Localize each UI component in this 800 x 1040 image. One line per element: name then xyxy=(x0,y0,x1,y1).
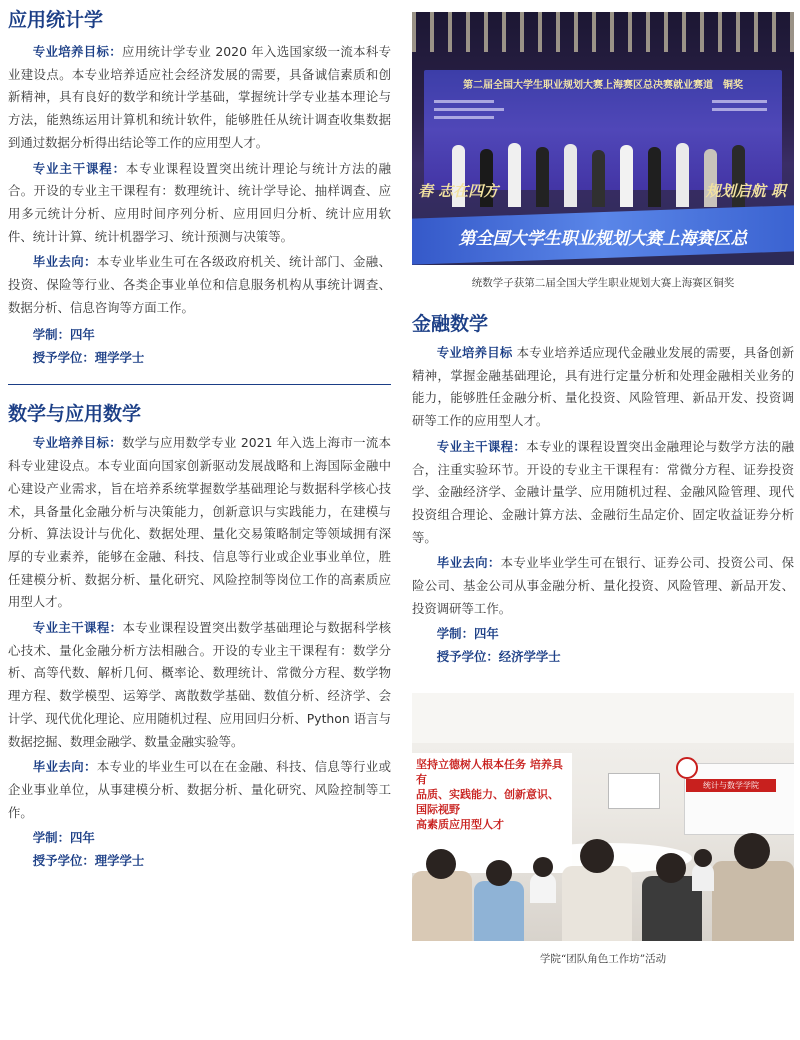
person xyxy=(648,147,661,207)
stage-lights xyxy=(412,12,794,52)
student xyxy=(474,881,524,941)
slogan-right: 规划启航 职 xyxy=(705,182,786,200)
student xyxy=(530,873,556,903)
stripe-text: 第全国大学生职业规划大赛上海赛区总 xyxy=(458,229,748,249)
student xyxy=(712,861,794,941)
ceiling xyxy=(412,693,794,743)
finance-career xyxy=(412,552,794,620)
slogan-left: 春 志在四方 xyxy=(418,182,499,200)
student xyxy=(412,871,472,941)
finance-career-text: 本专业毕业学生可在银行、证券公司、投资公司、保险公司、基金公司从事金融分析、量化投资、风险管理、新品开发、投资调研等工作。 xyxy=(412,555,795,616)
student xyxy=(562,866,632,941)
finance-courses xyxy=(412,436,794,550)
stats-goal xyxy=(8,41,391,155)
finance-goal-text: 本专业培养适应现代金融业发展的需要，具备创新精神，掌握金融基础理论，具有进行定量分析和处理金融相关业务的能力，能够胜任金融分析、量化投资、风险管理、新品开发、投资调研等工作的应用型人才。 xyxy=(412,345,794,429)
math-goal-text: 数学与应用数学专业 2021 年入选上海市一流本科专业建设点。本专业面向国家创新驱动发展战略和上海国际金融中心建设产业需求，旨在培养系统掌握数学基础理论与数据科学核心技术，具备量化金融分析与决策能力，创新意识与实践能力，在建模与分析、算法设计与优化、数据处理、量化交易策略制定等领域拥有深厚的专业素养，能够在金融、科技、信息等行业或企业事业单位，胜任建模分析、数据分析、量化研究、风险控制等岗位工作的高素质应用型人才。 xyxy=(8,435,391,610)
finance-degree: 授予学位：经济学学士 xyxy=(436,649,561,665)
math-goal xyxy=(8,432,391,614)
stats-goal-text: 应用统计学专业 2020 年入选国家级一流本科专业建设点。本专业培养适应社会经济发展的需要，具备诚信素质和创新精神，具有良好的数学和统计学基础，掌握统计学专业基本理论与方法，能熟练运用计算机和统计软件，能够胜任从统计调查收集数据到通过数据分析得出结论等工作的应用型人才。 xyxy=(8,44,391,150)
person xyxy=(676,143,689,207)
math-courses xyxy=(8,617,391,753)
banner-line xyxy=(434,100,494,103)
finance-courses-text: 本专业的课程设置突出金融理论与数学方法的融合，注重实验环节。开设的专业主干课程有：常微分方程、证券投资学、金融经济学、金融计量学、应用随机过程、金融风险管理、现代投资组合理论、金融计算方法、金融衍生品定价、固定收益证券分析等。 xyxy=(412,438,795,545)
finance-courses-label: 专业主干课程： xyxy=(436,438,527,454)
student xyxy=(692,863,714,891)
wall-slogan-line: 品质、实践能力、创新意识、国际视野 xyxy=(416,788,559,817)
stats-duration: 学制：四年 xyxy=(32,327,95,343)
person xyxy=(592,150,605,207)
finance-goal-label: 专业培养目标 xyxy=(436,345,513,360)
award-photo xyxy=(412,12,794,265)
students xyxy=(412,811,794,941)
finance-title: 金融数学 xyxy=(412,313,489,335)
board-label: 统计与数学学院 xyxy=(686,779,776,792)
right-column xyxy=(412,0,794,966)
person xyxy=(564,144,577,207)
workshop-photo xyxy=(412,693,794,941)
banner-line xyxy=(712,100,767,103)
finance-career-label: 毕业去向： xyxy=(436,555,501,571)
stats-courses-label: 专业主干课程： xyxy=(32,160,126,176)
banner-line xyxy=(712,108,767,111)
left-column xyxy=(8,0,391,872)
banner-line xyxy=(434,116,494,119)
person xyxy=(620,145,633,207)
stats-career xyxy=(8,251,391,319)
section-divider xyxy=(8,384,391,385)
finance-duration: 学制：四年 xyxy=(436,626,499,642)
math-career xyxy=(8,756,391,824)
stats-title: 应用统计学 xyxy=(8,9,104,31)
stats-courses xyxy=(8,158,391,249)
award-banner-title: 第二届全国大学生职业规划大赛上海赛区总决赛就业赛道 铜奖 xyxy=(463,80,743,90)
workshop-caption: 学院“团队角色工作坊”活动 xyxy=(539,953,667,966)
math-duration: 学制：四年 xyxy=(32,830,95,846)
wall-slogan-line: 高素质应用型人才 xyxy=(416,818,504,832)
person xyxy=(536,147,549,207)
math-courses-text: 本专业课程设置突出数学基础理论与数据科学核心技术、量化金融分析方法相融合。开设的专业主干课程有：数学分析、高等代数、解析几何、概率论、数理统计、常微分方程、数学物理方程、数学模型、运筹学、离散数学基础、数值分析、经济学、会计学、现代优化理论、应用随机过程、应用回归分析、Python 语言与数据挖掘、数理金融学、数量金融实验等。 xyxy=(8,620,392,749)
math-goal-label: 专业培养目标： xyxy=(32,435,122,451)
projector-screen xyxy=(608,773,660,809)
math-career-text: 本专业的毕业生可以在在金融、科技、信息等行业或企业事业单位，从事建模分析、数据分析、量化研究、风险控制等工作。 xyxy=(8,759,392,820)
stats-career-label: 毕业去向： xyxy=(32,254,97,270)
math-degree: 授予学位：理学学士 xyxy=(32,853,145,869)
stats-courses-text: 本专业课程设置突出统计理论与统计方法的融合。开设的专业主干课程有：数理统计、统计学导论、抽样调查、应用多元统计分析、应用时间序列分析、应用回归分析、统计应用软件、统计计算、统计机器学习、统计预测与决策等。 xyxy=(8,160,392,244)
math-career-label: 毕业去向： xyxy=(32,759,97,775)
stats-degree: 授予学位：理学学士 xyxy=(32,350,145,366)
finance-goal xyxy=(412,342,794,433)
award-caption: 统数学子获第二届全国大学生职业规划大赛上海赛区铜奖 xyxy=(471,277,735,289)
person xyxy=(508,143,521,207)
banner-line xyxy=(434,108,504,111)
stats-goal-label: 专业培养目标： xyxy=(32,44,122,59)
wall-slogan-line: 坚持立德树人根本任务 培养具有 xyxy=(416,758,563,787)
math-courses-label: 专业主干课程： xyxy=(32,620,123,636)
stats-career-text: 本专业毕业生可在各级政府机关、统计部门、金融、投资、保险等行业、各类企事业单位和信息服务机构从事统计调查、数据分析、信息咨询等方面工作。 xyxy=(8,254,392,315)
math-title: 数学与应用数学 xyxy=(8,403,142,426)
